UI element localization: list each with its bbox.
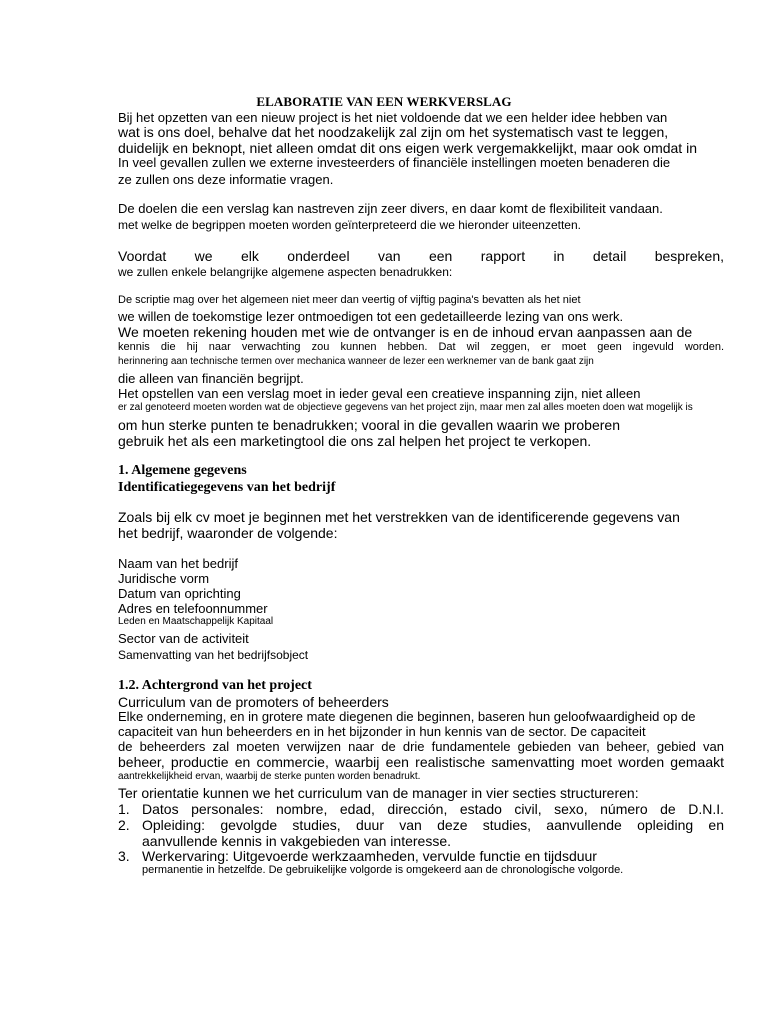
list-number: 2. bbox=[118, 817, 130, 833]
aspects-line: gebruik het als een marketingtool die ons zal helpen het project te verkopen. bbox=[118, 433, 592, 449]
intro-line: duidelijk en beknopt, niet alleen omdat dit ons eigen werk vergemakkelijkt, maar ook omdat in bbox=[118, 140, 697, 156]
section12-line: Ter orientatie kunnen we het curriculum van de manager in vier secties structureren: bbox=[118, 785, 639, 801]
section12-line: Elke onderneming, en in grotere mate diegenen die beginnen, baseren hun geloofwaardigheid op de bbox=[118, 709, 696, 724]
company-field: Adres en telefoonnummer bbox=[118, 601, 268, 616]
company-field: Leden en Maatschappelijk Kapitaal bbox=[118, 616, 274, 627]
aspects-line: herinnering aan technische termen over mechanica wanneer de lezer een werknemer van de bank gaat zijn bbox=[118, 356, 594, 367]
list-number: 1. bbox=[118, 801, 130, 817]
list-item: Werkervaring: Uitgevoerde werkzaamheden, vervulde functie en tijdsduur bbox=[142, 848, 597, 864]
section-subheading: Curriculum van de promoters of beheerders bbox=[118, 694, 389, 710]
section1-intro-line: het bedrijf, waaronder de volgende: bbox=[118, 525, 338, 541]
aspects-line: die alleen van financiën begrijpt. bbox=[118, 371, 304, 386]
intro-line: Bij het opzetten van een nieuw project is het niet voldoende dat we een helder idee hebben van bbox=[118, 110, 668, 125]
section12-line: de beheerders zal moeten verwijzen naar de drie fundamentele gebieden van beheer, gebied van bbox=[118, 739, 724, 754]
document-title: ELABORATIE VAN EEN WERKVERSLAG bbox=[256, 94, 512, 109]
section12-line: aantrekkelijkheid ervan, waarbij de sterke punten worden benadrukt. bbox=[118, 771, 421, 782]
aspects-line: We moeten rekening houden met wie de ontvanger is en de inhoud ervan aanpassen aan de bbox=[118, 324, 693, 340]
section-subheading: Identificatiegegevens van het bedrijf bbox=[118, 480, 336, 495]
intro-line: wat is ons doel, behalve dat het noodzakelijk zal zijn om het systematisch vast te leggen, bbox=[118, 124, 669, 140]
before-line: we zullen enkele belangrijke algemene aspecten benadrukken: bbox=[118, 265, 453, 279]
list-item-continuation: aanvullende kennis in vakgebieden van interesse. bbox=[142, 833, 451, 849]
aspects-line: we willen de toekomstige lezer ontmoedigen tot een gedetailleerde lezing van ons werk. bbox=[118, 309, 624, 324]
goals-line: De doelen die een verslag kan nastreven zijn zeer divers, en daar komt de flexibiliteit vandaan. bbox=[118, 201, 663, 216]
section-heading: 1.2. Achtergrond van het project bbox=[118, 678, 312, 693]
before-line: Voordat we elk onderdeel van een rapport in detail bespreken, bbox=[118, 248, 724, 264]
aspects-line: kennis die hij naar verwachting zou kunnen hebben. Dat wil zeggen, er moet geen ingevuld worden. bbox=[118, 341, 724, 353]
company-field: Sector van de activiteit bbox=[118, 631, 249, 646]
list-item: Datos personales: nombre, edad, dirección, estado civil, sexo, número de D.N.I. bbox=[142, 801, 724, 817]
section-heading: 1. Algemene gegevens bbox=[118, 463, 247, 478]
aspects-line: om hun sterke punten te benadrukken; vooral in die gevallen waarin we proberen bbox=[118, 417, 620, 433]
list-item: Opleiding: gevolgde studies, duur van deze studies, aanvullende opleiding en bbox=[142, 817, 724, 833]
section12-line: capaciteit van hun beheerders en in het bijzonder in hun kennis van de sector. De capaciteit bbox=[118, 724, 646, 739]
company-field: Naam van het bedrijf bbox=[118, 556, 238, 571]
company-field: Datum van oprichting bbox=[118, 586, 241, 601]
company-field: Samenvatting van het bedrijfsobject bbox=[118, 648, 309, 662]
company-field: Juridische vorm bbox=[118, 571, 210, 586]
section1-intro-line: Zoals bij elk cv moet je beginnen met het verstrekken van de identificerende gegevens van bbox=[118, 509, 680, 525]
section12-line: beheer, productie en commercie, waarbij een realistische samenvatting moet worden gemaakt bbox=[118, 754, 724, 770]
list-item-continuation: permanentie in hetzelfde. De gebruikelijke volgorde is omgekeerd aan de chronologische volgorde. bbox=[142, 864, 624, 876]
intro-line: ze zullen ons deze informatie vragen. bbox=[118, 172, 334, 187]
goals-line: met welke de begrippen moeten worden geïnterpreteerd die we hieronder uiteenzetten. bbox=[118, 218, 581, 232]
list-number: 3. bbox=[118, 848, 130, 864]
aspects-line: Het opstellen van een verslag moet in ieder geval een creatieve inspanning zijn, niet alleen bbox=[118, 386, 641, 401]
aspects-line: De scriptie mag over het algemeen niet meer dan veertig of vijftig pagina's bevatten als het niet bbox=[118, 294, 581, 306]
intro-line: In veel gevallen zullen we externe investeerders of financiële instellingen moeten benaderen die bbox=[118, 155, 671, 170]
aspects-line: er zal genoteerd moeten worden wat de objectieve gegevens van het project zijn, maar men zal alles moeten doen wat mogelijk is bbox=[118, 402, 693, 413]
